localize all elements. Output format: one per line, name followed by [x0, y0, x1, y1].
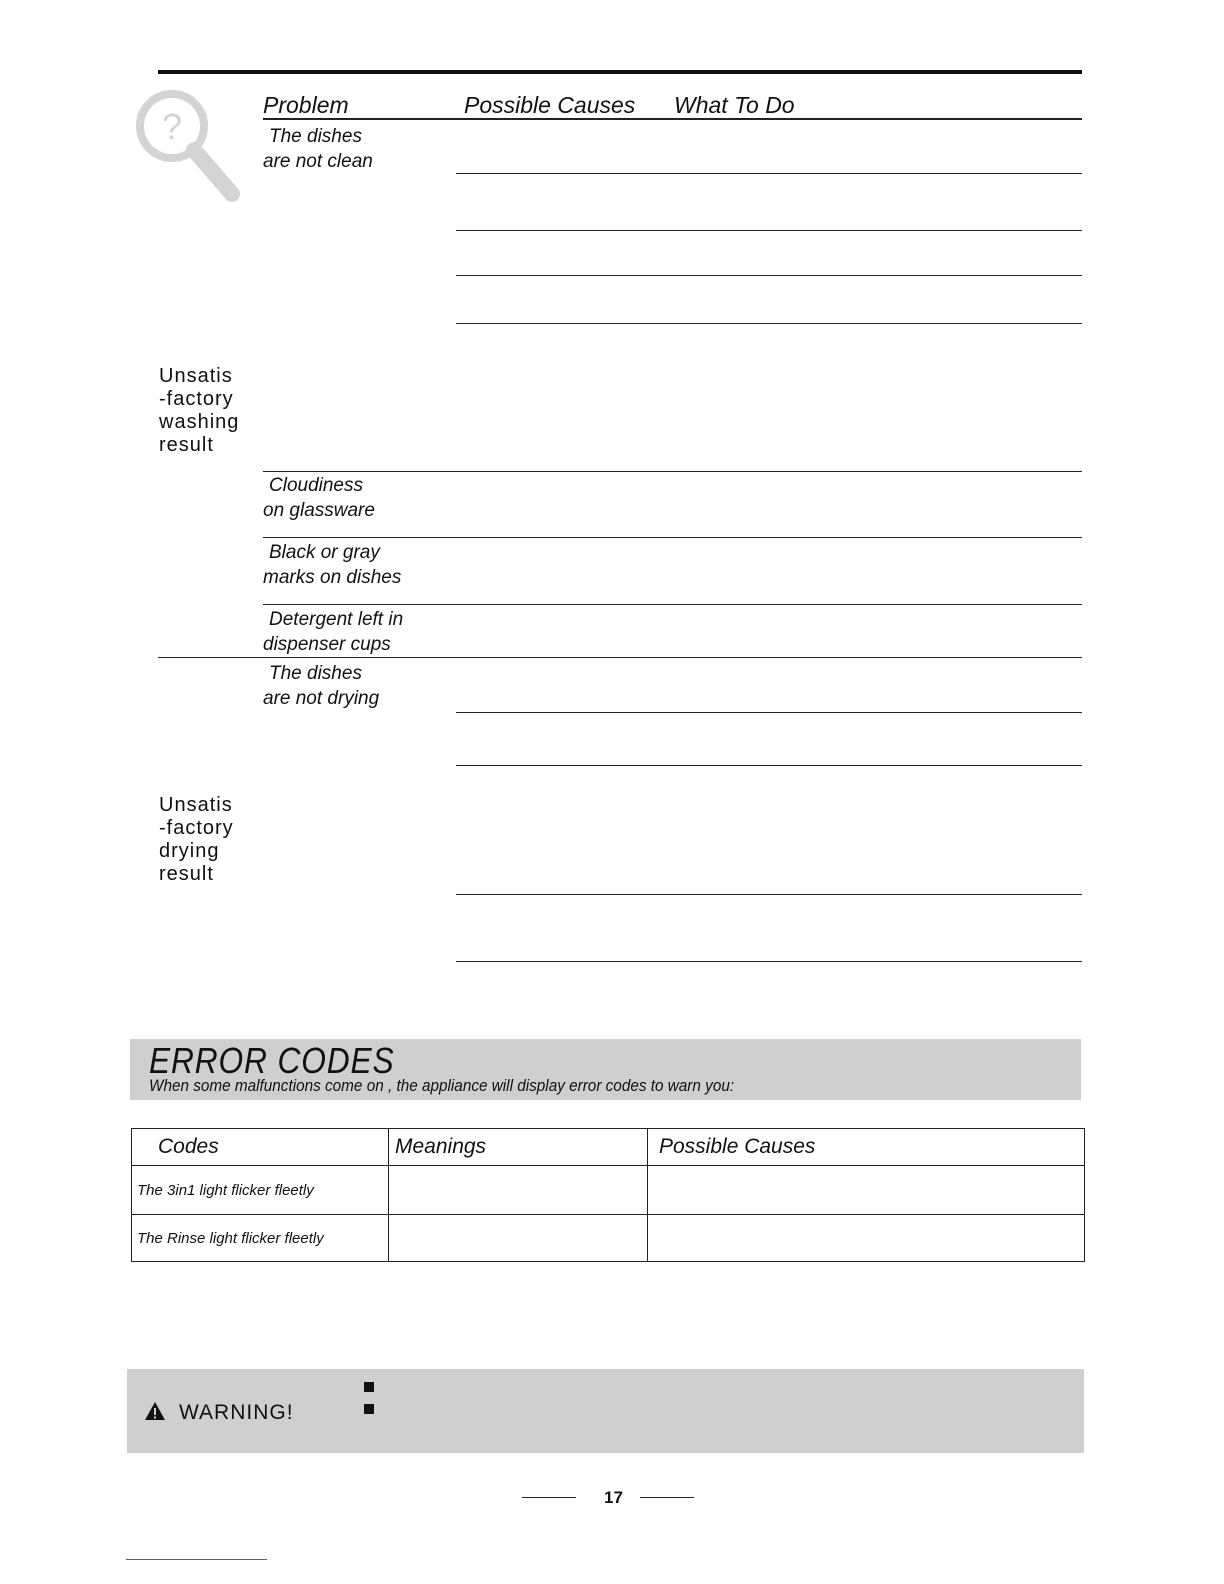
column-header-possible-causes: Possible Causes: [648, 1129, 1085, 1166]
category-line: result: [159, 863, 214, 885]
problem-dishes-not-drying: [263, 661, 379, 711]
row-divider: [456, 173, 1082, 174]
row-divider: [456, 961, 1082, 962]
problem-line: marks on dishes: [263, 567, 402, 588]
problem-detergent-left: [263, 607, 403, 657]
row-divider: [456, 765, 1082, 766]
error-codes-title: ERROR CODES: [149, 1040, 395, 1081]
row-divider: [456, 712, 1082, 713]
code-cell: The 3in1 light flicker fleetly: [132, 1166, 389, 1215]
problem-line: dispenser cups: [263, 634, 391, 655]
bullet-square-icon: [364, 1382, 374, 1392]
category-line: drying: [159, 840, 220, 862]
page-number: 17: [604, 1488, 623, 1507]
meaning-cell: [389, 1166, 648, 1215]
cause-cell: [648, 1166, 1085, 1215]
row-divider: [456, 894, 1082, 895]
problem-line: are not clean: [263, 151, 373, 172]
row-divider: [263, 471, 1082, 472]
table-row: [132, 1215, 1085, 1262]
row-divider: [456, 230, 1082, 231]
cause-cell: [648, 1215, 1085, 1262]
header-rule: [263, 118, 1082, 120]
magnifier-question-icon: [132, 86, 244, 204]
row-divider: [456, 323, 1082, 324]
warning-label: WARNING!: [179, 1401, 294, 1424]
header-problem: Problem: [263, 92, 349, 118]
problem-cloudiness: [263, 473, 375, 523]
problem-line: are not drying: [263, 688, 380, 709]
problem-line: Black or gray: [269, 542, 380, 563]
problem-line: on glassware: [263, 500, 375, 521]
bullet-square-icon: [364, 1404, 374, 1414]
category-line: -factory: [159, 388, 234, 410]
error-codes-table: [131, 1128, 1085, 1262]
section-divider: [158, 657, 1082, 658]
problem-line: The dishes: [269, 663, 362, 684]
problem-line: Cloudiness: [269, 475, 363, 496]
problem-line: The dishes: [269, 126, 362, 147]
category-drying: [159, 794, 234, 886]
header-what-to-do: What To Do: [674, 92, 795, 118]
category-line: washing: [159, 411, 240, 433]
column-header-meanings: Meanings: [389, 1129, 648, 1166]
row-divider: [456, 275, 1082, 276]
category-line: result: [159, 434, 214, 456]
error-codes-subtitle: When some malfunctions come on , the appliance will display error codes to warn you:: [149, 1076, 735, 1095]
meaning-cell: [389, 1215, 648, 1262]
error-codes-banner: [130, 1039, 1081, 1100]
footer-link-rule: [126, 1559, 267, 1560]
page-number-rule-left: [522, 1497, 576, 1498]
warning-banner: [127, 1369, 1084, 1453]
problem-dishes-not-clean: [263, 124, 373, 174]
column-header-codes: Codes: [132, 1129, 389, 1166]
row-divider: [263, 537, 1082, 538]
problem-line: Detergent left in: [269, 609, 404, 630]
category-line: Unsatis: [159, 365, 233, 387]
table-row: [132, 1166, 1085, 1215]
top-rule: [158, 70, 1082, 74]
code-cell: The Rinse light flicker fleetly: [132, 1215, 389, 1262]
table-header-row: [132, 1129, 1085, 1166]
warning-triangle-icon: [144, 1401, 166, 1421]
problem-black-gray-marks: [263, 540, 401, 590]
page-number-rule-right: [640, 1497, 694, 1498]
svg-text:?: ?: [161, 106, 183, 147]
row-divider: [263, 604, 1082, 605]
category-line: Unsatis: [159, 794, 233, 816]
category-washing: [159, 365, 239, 457]
header-possible-causes: Possible Causes: [464, 92, 636, 118]
category-line: -factory: [159, 817, 234, 839]
